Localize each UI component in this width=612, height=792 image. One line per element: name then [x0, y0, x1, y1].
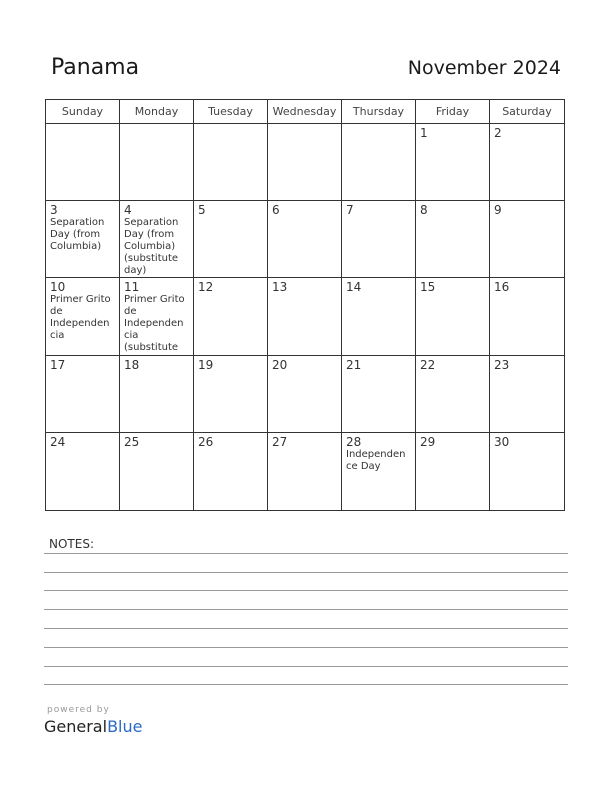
- day-number: 7: [346, 203, 354, 218]
- weekday-header: Friday: [416, 100, 490, 124]
- day-cell: [120, 124, 194, 201]
- day-number: 12: [198, 280, 214, 295]
- day-cell: [120, 433, 194, 510]
- day-number: 13: [272, 280, 288, 295]
- day-number: 10: [50, 280, 66, 295]
- powered-by-text: powered by: [47, 705, 110, 715]
- day-number: 21: [346, 357, 362, 372]
- day-cell: [342, 201, 416, 278]
- day-number: 1: [420, 126, 428, 140]
- holiday-label: Primer Grito de Independen cia: [50, 294, 111, 342]
- day-cell: [46, 433, 120, 510]
- brand-blue: Blue: [107, 717, 143, 736]
- day-cell: [268, 356, 342, 433]
- day-number: 30: [494, 434, 510, 449]
- day-cell: [490, 356, 564, 433]
- day-number: 20: [272, 357, 288, 372]
- weekday-header: Saturday: [490, 100, 564, 124]
- day-number: 24: [50, 434, 66, 449]
- day-cell: [46, 278, 120, 355]
- day-number: 2: [494, 126, 502, 140]
- country-title: Panama: [51, 55, 140, 80]
- day-cell: [120, 278, 194, 355]
- day-number: 25: [124, 434, 140, 449]
- day-number: 11: [124, 280, 140, 295]
- day-cell: [490, 124, 564, 201]
- weekday-header: Sunday: [46, 100, 120, 124]
- holiday-label: Independen ce Day: [346, 448, 406, 472]
- day-number: 29: [420, 434, 436, 449]
- day-cell: [490, 433, 564, 510]
- day-cell: [194, 433, 268, 510]
- day-number: 28: [346, 434, 362, 449]
- day-number: 15: [420, 280, 436, 295]
- notes-line: [44, 553, 568, 554]
- day-cell: [342, 356, 416, 433]
- notes-line: [44, 684, 568, 685]
- brand-general: General: [44, 717, 108, 736]
- notes-line: [44, 609, 568, 610]
- notes-label: NOTES:: [49, 537, 94, 551]
- day-cell: [416, 201, 490, 278]
- notes-line: [44, 666, 568, 667]
- notes-line: [44, 590, 568, 591]
- month-year-title: November 2024: [407, 57, 561, 79]
- day-number: 9: [494, 203, 502, 218]
- day-cell: [416, 356, 490, 433]
- day-cell: [120, 356, 194, 433]
- day-cell: [268, 201, 342, 278]
- weekday-header: Thursday: [342, 100, 416, 124]
- day-cell: [416, 433, 490, 510]
- day-cell: [46, 201, 120, 278]
- day-cell: [268, 278, 342, 355]
- day-number: 17: [50, 357, 66, 372]
- day-cell: [416, 278, 490, 355]
- day-cell: [194, 356, 268, 433]
- generalblue-logo: [44, 717, 142, 736]
- weekday-header: Tuesday: [194, 100, 268, 124]
- day-cell: [490, 201, 564, 278]
- day-cell: [120, 201, 194, 278]
- day-cell: [490, 278, 564, 355]
- day-number: 4: [124, 203, 132, 218]
- day-number: 14: [346, 280, 362, 295]
- notes-line: [44, 647, 568, 648]
- day-cell: [268, 124, 342, 201]
- day-cell: [194, 201, 268, 278]
- day-cell: [46, 356, 120, 433]
- day-cell: [342, 278, 416, 355]
- day-number: 5: [198, 203, 206, 218]
- day-number: 18: [124, 357, 140, 372]
- day-number: 27: [272, 434, 288, 449]
- notes-line: [44, 572, 568, 573]
- day-cell: [194, 124, 268, 201]
- day-number: 16: [494, 280, 510, 295]
- day-number: 19: [198, 357, 214, 372]
- day-cell: [194, 278, 268, 355]
- day-number: 23: [494, 357, 510, 372]
- weekday-header: Monday: [120, 100, 194, 124]
- holiday-label: Separation Day (from Columbia): [50, 217, 105, 253]
- day-cell: [46, 124, 120, 201]
- day-number: 26: [198, 434, 214, 449]
- day-number: 6: [272, 203, 280, 218]
- day-cell: [342, 124, 416, 201]
- calendar-grid: [45, 99, 565, 511]
- day-number: 22: [420, 357, 436, 372]
- holiday-label: Separation Day (from Columbia) (substitute day): [124, 217, 179, 277]
- notes-line: [44, 628, 568, 629]
- day-cell: [342, 433, 416, 510]
- day-cell: [268, 433, 342, 510]
- day-cell: [416, 124, 490, 201]
- day-number: 8: [420, 203, 428, 218]
- holiday-label: Primer Grito de Independen cia (substitute: [124, 294, 185, 354]
- day-number: 3: [50, 203, 58, 218]
- weekday-header: Wednesday: [268, 100, 342, 124]
